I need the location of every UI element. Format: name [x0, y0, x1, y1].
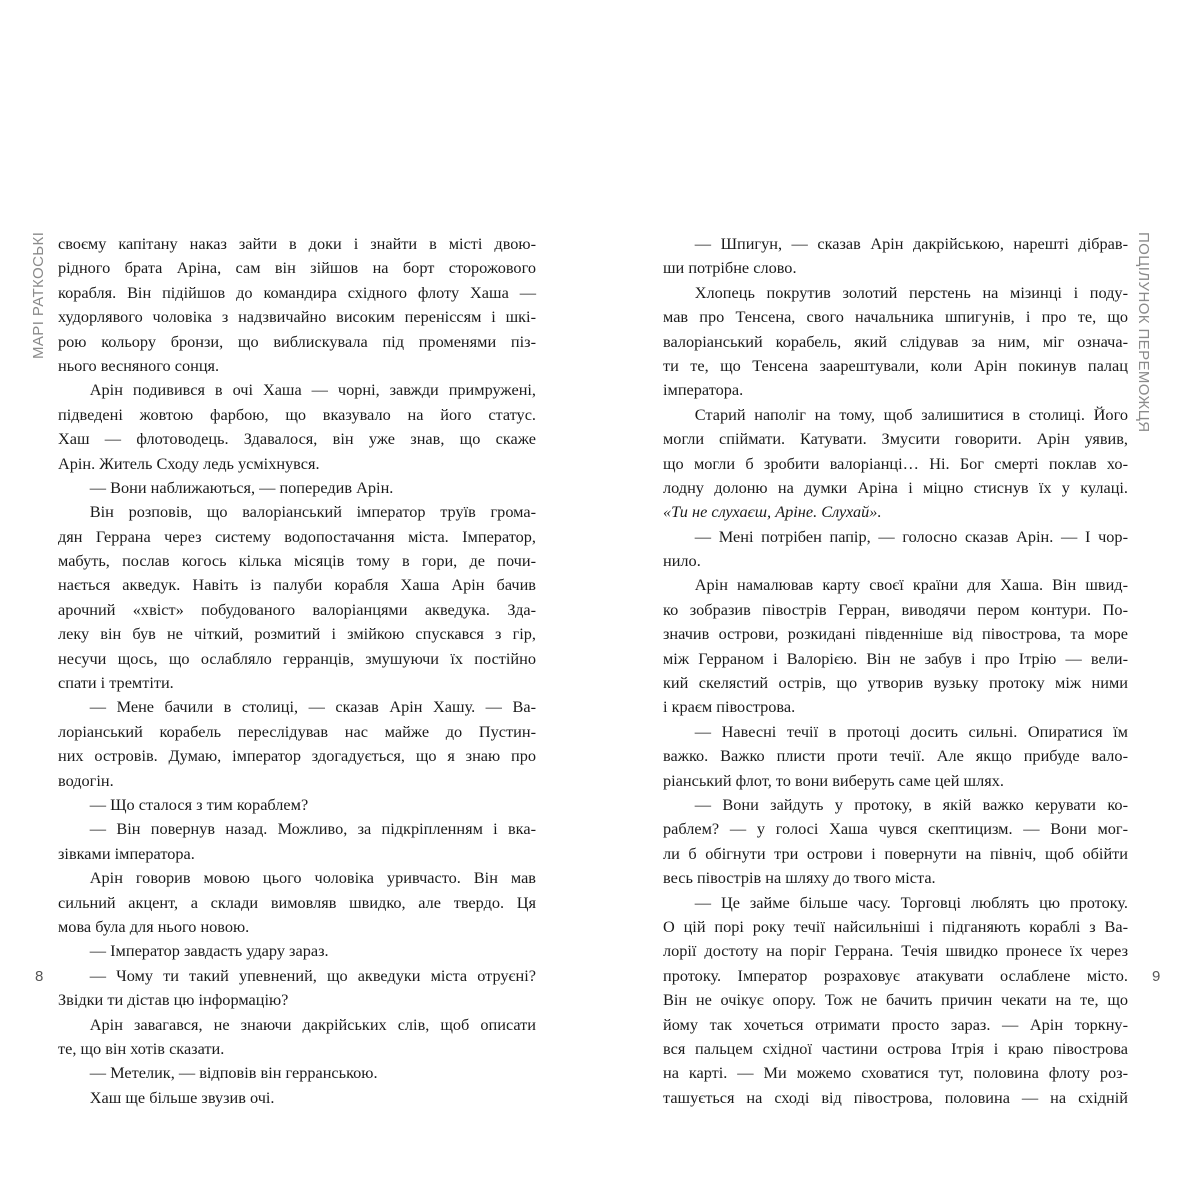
text-line: Арін. Житель Сходу ледь усміхнувся. — [58, 453, 320, 473]
text-line: лодну долоню на думки Аріна і міцно стиснув їх у кулаці. — [663, 477, 1128, 497]
text-line: і краєм півострова. — [663, 697, 796, 717]
text-line: ши потрібне слово. — [663, 258, 797, 278]
text-line: рою кольору бронзи, що виблискувала під променями піз- — [58, 331, 536, 351]
text-line: Звідки ти дістав цю інформацію? — [58, 990, 289, 1010]
text-line: ли б обігнути три острови і повернути на північ, щоб обійти — [663, 843, 1128, 863]
page-number-right: 9 — [1152, 968, 1161, 985]
text-line: імператора. — [663, 380, 744, 400]
text-line: валоріанський корабель, який слідував за ним, міг означа- — [663, 331, 1128, 351]
text-line: лоріанський корабель переслідував нас майже до Пустин- — [58, 721, 536, 741]
text-line: мабуть, послав когось кілька місяців тому в гори, де почи- — [58, 551, 536, 571]
running-head-left: МАРІ РАТКОСЬКІ — [30, 231, 47, 359]
text-line: на карті. — Ми можемо сховатися тут, половина флоту роз- — [663, 1063, 1128, 1083]
text-line: Арін подивився в очі Хаша — чорні, завжди примружені, — [89, 380, 536, 400]
text-line: водогін. — [58, 770, 114, 790]
text-line: худорлявого чоловіка з надзвичайно високим переніссям і шкі- — [58, 307, 536, 327]
text-line: — Мене бачили в столиці, — сказав Арін Хашу. — Ва- — [89, 697, 536, 717]
text-line: раблем? — у голосі Хаша чувся скептицизм. — Вони мог- — [663, 819, 1128, 839]
text-line: протоку. Імператор розраховує атакувати ослаблене місто. — [663, 965, 1128, 985]
text-line: — Метелик, — відповів він герранською. — [89, 1063, 378, 1083]
left-page-text — [58, 232, 536, 1110]
text-line: нило. — [663, 551, 701, 571]
page-number-left: 8 — [35, 968, 44, 985]
text-line: «Ти не слухаєш, Аріне. Слухай». — [663, 502, 882, 522]
text-line: йому так хочеться отримати просто зараз. — Арін торкну- — [663, 1014, 1128, 1034]
text-line: кий скелястий острів, що утворив вузьку протоку між ними — [663, 673, 1128, 693]
text-line: нається акведук. Навіть із палуби корабля Хаша Арін бачив — [58, 575, 536, 595]
text-line: — Мені потрібен папір, — голосно сказав Арін. — І чор- — [694, 526, 1128, 546]
text-line: що могли б зробити валоріанці… Ні. Бог смерті поклав хо- — [663, 453, 1128, 473]
text-line: О цій порі року течії найсильніші і підганяють кораблі з Ва- — [663, 916, 1128, 936]
text-line: — Вони зайдуть у протоку, в якій важко керувати ко- — [694, 794, 1128, 814]
text-line: — Це займе більше часу. Торговці люблять цю протоку. — [694, 892, 1128, 912]
text-line: Старий наполіг на тому, щоб залишитися в столиці. Його — [694, 404, 1128, 424]
text-line: підведені жовтою фарбою, що вказувало на його статус. — [58, 404, 536, 424]
text-line: важко. Важко плисти проти течії. Але якщо прибуде вало- — [663, 746, 1128, 766]
text-line: нього весняного сонця. — [58, 355, 220, 375]
text-line: них островів. Думаю, імператор здогадується, що я знаю про — [58, 746, 536, 766]
text-line: — Шпигун, — сказав Арін дакрійською, нарешті дібрав- — [694, 234, 1128, 253]
text-line: спати і тремтіти. — [58, 673, 174, 693]
text-line: — Імператор завдасть удару зараз. — [89, 941, 329, 961]
text-line: Хаш ще більше звузив очі. — [89, 1087, 275, 1107]
text-line: Арін завагався, не знаючи дакрійських слів, щоб описати — [89, 1014, 536, 1034]
text-line: своєму капітану наказ зайти в доки і знайти в місті двою- — [58, 234, 536, 253]
text-line: рідного брата Аріна, сам він зійшов на борт сторожового — [58, 258, 536, 278]
text-line: несучи щось, що ослабляло герранців, змушуючи їх постійно — [58, 648, 536, 668]
text-line: те, що він хотів сказати. — [58, 1038, 225, 1058]
text-line: вся пальцем східної частини острова Ітрія і краю півострова — [663, 1038, 1128, 1058]
text-line: значив острови, розкидані південніше від півострова, та море — [663, 624, 1128, 644]
text-line: Арін намалював карту своєї країни для Хаша. Він швид- — [694, 575, 1128, 595]
text-line: — Що сталося з тим кораблем? — [89, 794, 309, 814]
text-line: ко зобразив півострів Герран, виводячи пером контури. По- — [663, 599, 1128, 619]
text-line: зівками імператора. — [58, 843, 195, 863]
text-line: ташується на сході від півострова, половина — на східній — [663, 1087, 1128, 1107]
running-head-right: ПОЦІЛУНОК ПЕРЕМОЖЦЯ — [1135, 232, 1152, 433]
text-line: мова була для нього новою. — [58, 916, 250, 936]
text-line: — Вони наближаються, — попередив Арін. — [89, 477, 394, 497]
text-line: арочний «хвіст» побудованого валоріанцями акведука. Зда- — [58, 599, 536, 619]
text-line: ріанський флот, то вони виберуть саме цей шлях. — [663, 770, 1004, 790]
text-line: лорії достоту на поріг Геррана. Течія швидко пронесе їх через — [663, 941, 1128, 961]
text-line: сильний акцент, а склади вимовляв швидко, але твердо. Ця — [58, 892, 536, 912]
text-line: дян Геррана через систему водопостачання міста. Імператор, — [58, 526, 536, 546]
text-line: — Він повернув назад. Можливо, за підкріпленням і вка- — [89, 819, 536, 839]
text-line: могли спіймати. Катувати. Змусити говорити. Арін уявив, — [663, 429, 1128, 449]
text-line: ти те, що Тенсена заарештували, коли Арін покинув палац — [663, 355, 1128, 375]
text-line: Він розповів, що валоріанський імператор труїв грома- — [89, 502, 536, 522]
text-line: — Чому ти такий упевнений, що акведуки міста отруєні? — [89, 965, 536, 985]
right-page-text — [663, 232, 1128, 1110]
text-line: корабля. Він підійшов до командира східного флоту Хаша — — [58, 282, 536, 302]
text-line: між Герраном і Валорією. Він не забув і про Ітрію — вели- — [663, 648, 1128, 668]
text-line: Хлопець покрутив золотий перстень на мізинці і поду- — [694, 282, 1128, 302]
text-line: Хаш — флотоводець. Здавалося, він уже знав, що скаже — [58, 429, 536, 449]
text-line: мав про Тенсена, свого начальника шпигунів, і про те, що — [663, 307, 1128, 327]
text-line: — Навесні течії в протоці досить сильні. Опиратися їм — [694, 721, 1128, 741]
text-line: весь півострів на шляху до твого міста. — [663, 868, 936, 888]
text-line: Він не очікує опору. Тож не бачить причин чекати на те, що — [663, 990, 1128, 1010]
text-line: Арін говорив мовою цього чоловіка уривчасто. Він мав — [89, 868, 536, 888]
text-line: леку він був не чіткий, розмитий і змійкою спускався з гір, — [58, 624, 536, 644]
